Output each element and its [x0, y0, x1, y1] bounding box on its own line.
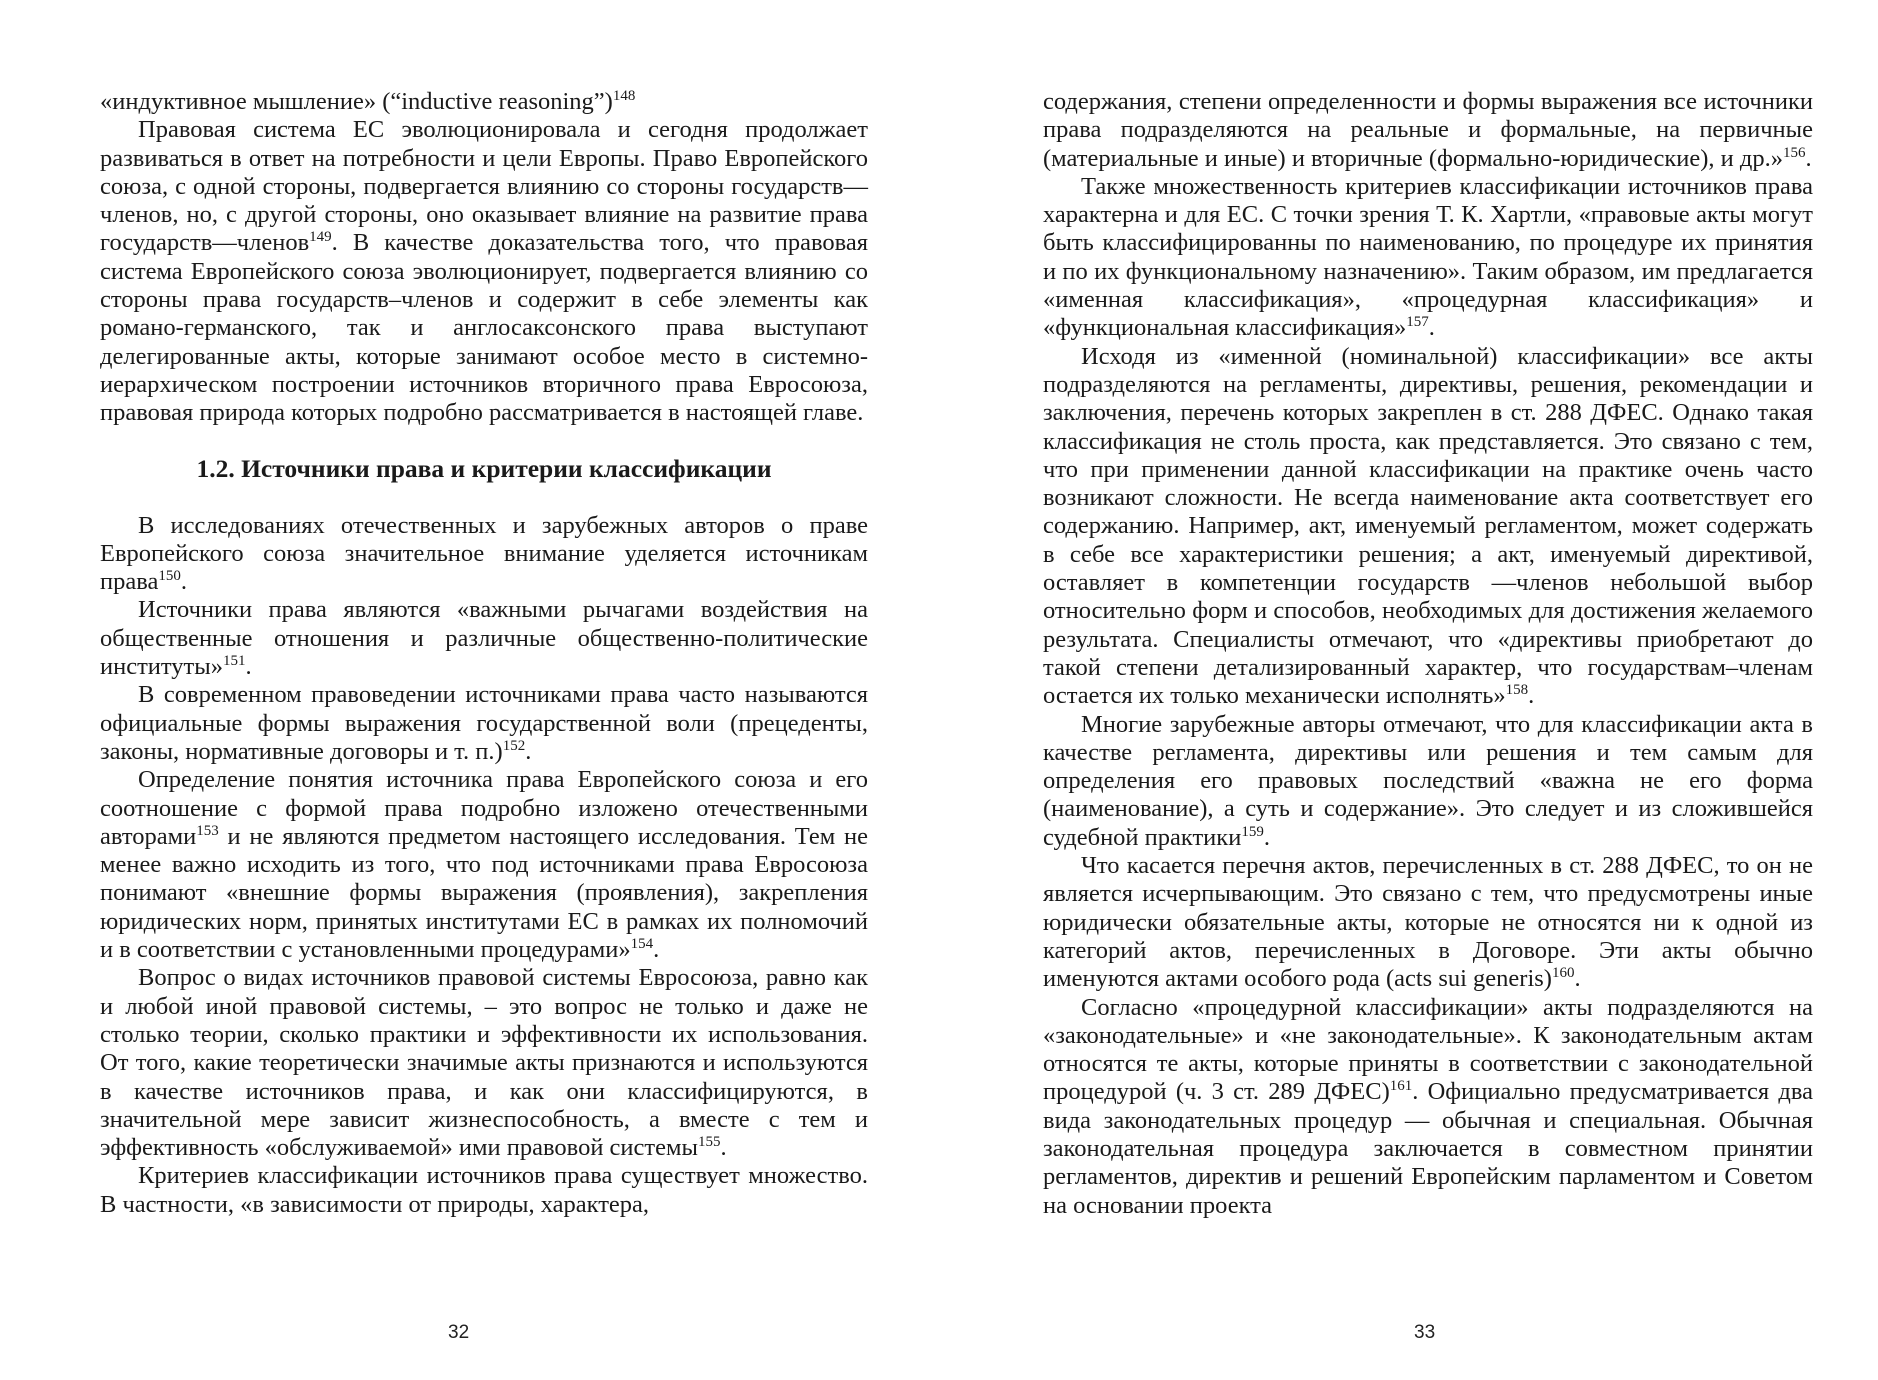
page-number-left: 32 — [448, 1322, 470, 1343]
footnote-ref[interactable]: 158 — [1505, 682, 1529, 699]
footnote-ref[interactable]: 150 — [158, 568, 181, 585]
footnote-ref[interactable]: 148 — [612, 88, 636, 104]
paragraph: В современном правоведении источниками права часто называются официальные формы выражения государственной воли (прецеденты, законы, нормативные договоры и т. п.)$^{152}$. — [100, 681, 868, 765]
paragraph: Исходя из «именной (номинальной) классификации» все акты подразделяются на регламенты, директивы, решения, рекомендации и заключения, перечень которых закреплен в ст. 288 ДФЕС. Однако такая классификация не столь проста, как представляется. Это связано с тем, что при применении данной классификации на практике очень часто возникают сложности. Не всегда наименование акта соответствует его содержанию. Например, акт, именуемый регламентом, может содержать в себе все характеристики решения; а акт, именуемый директивой, оставляет в компетенции государств —членов небольшой выбор относительно форм и способов, необходимых для достижения желаемого результата. Специалисты отмечают, что «директивы приобретают до такой степени детализированный характер, что государствам–членам остается их только механически исполнять»$^{158}$. — [1043, 342, 1813, 710]
section-heading: 1.2. Источники права и критерии классификации — [196, 453, 772, 483]
paragraph: Определение понятия источника права Европейского союза и его соотношение с формой права подробно изложено отечественными авторами$^{153}$ и не являются предметом настоящего исследования. Тем не менее важно исходить из того, что под источниками права Евросоюза понимают «внешние формы выражения (проявления), закрепления юридических норм, принятых институтами ЕС в рамках их полномочий и в соответствии с установленными процедурами»$^{154}$. — [100, 766, 868, 964]
footnote-ref[interactable]: 159 — [1241, 823, 1264, 840]
paragraph: В исследованиях отечественных и зарубежных авторов о праве Европейского союза значительное внимание уделяется источникам права$^{150}$. — [100, 511, 868, 596]
paragraph: Источники права являются «важными рычагами воздействия на общественные отношения и различные общественно-политические институты»$^{151}$. — [100, 596, 868, 681]
page-number-right: 33 — [1414, 1322, 1436, 1343]
footnote-ref[interactable]: 155 — [697, 1134, 721, 1151]
footnote-ref[interactable]: 157 — [1406, 314, 1429, 331]
left-page — [100, 88, 868, 1219]
paragraph: «индуктивное мышление» (“inductive reasoning”)$^{148}$ — [100, 88, 636, 115]
footnote-ref[interactable]: 149 — [309, 229, 332, 246]
paragraph: Согласно «процедурной классификации» акты подразделяются на «законодательные» и «не законодательные». К законодательным актам относятся те акты, которые приняты в соответствии с законодательной процедурой (ч. 3 ст. 289 ДФЕС)$^{161}$. Официально предусматривается два вида законодательных процедур — обычная и специальная. Обычная законодательная процедура заключается в совместном принятии регламентов, директив и решений Европейским парламентом и Советом на основании проекта — [1043, 993, 1813, 1219]
paragraph: содержания, степени определенности и формы выражения все источники права подразделяются на реальные и формальные, на первичные (материальные и иные) и вторичные (формально-юридические), и др.»$^{156}$. — [1043, 88, 1813, 172]
paragraph: Правовая система ЕС эволюционировала и сегодня продолжает развиваться в ответ на потребности и цели Европы. Право Европейского союза, с одной стороны, подвергается влиянию со стороны государств—членов, но, с другой стороны, оно оказывает влияние на развитие права государств—членов$^{149}$. В качестве доказательства того, что правовая система Европейского союза эволюционирует, подвергается влиянию со стороны права государств–членов и содержит в себе элементы как романо-германского, так и англосаксонского права выступают делегированные акты, которые занимают особое место в системно-иерархическом построении источников вторичного права Евросоюза, правовая природа которых подробно рассматривается в настоящей главе. — [100, 116, 868, 427]
right-page — [1043, 88, 1813, 1220]
paragraph: Также множественность критериев классификации источников права характерна и для ЕС. С точки зрения Т. К. Хартли, «правовые акты могут быть классифицированны по наименованию, по процедуре их принятия и по их функциональному назначению». Таким образом, им предлагается «именная классификация», «процедурная классификация» и «функциональная классификация»$^{157}$. — [1043, 172, 1813, 342]
footnote-ref[interactable]: 160 — [1551, 965, 1575, 982]
footnote-ref[interactable]: 152 — [502, 737, 526, 754]
footnote-ref[interactable]: 161 — [1389, 1078, 1413, 1095]
footnote-ref[interactable]: 151 — [222, 653, 246, 670]
footnote-ref[interactable]: 154 — [630, 936, 654, 953]
paragraph: Критериев классификации источников права существует множество. В частности, «в зависимости от природы, характера, — [100, 1162, 868, 1218]
paragraph: Многие зарубежные авторы отмечают, что для классификации акта в качестве регламента, директивы или решения и тем самым для определения его правовых последствий «важна не его форма (наименование), а суть и содержание». Это следует и из сложившейся судебной практики$^{159}$. — [1043, 710, 1813, 851]
footnote-ref[interactable]: 153 — [196, 822, 219, 839]
footnote-ref[interactable]: 156 — [1782, 144, 1806, 161]
paragraph: Вопрос о видах источников правовой системы Евросоюза, равно как и любой иной правовой системы, – это вопрос не только и даже не столько теории, сколько практики и эффективности их использования. От того, какие теоретически значимые акты признаются и используются в качестве источников права, и как они классифицируются, в значительной мере зависит жизнеспособность, а вместе с тем и эффективность «обслуживаемой» ими правовой системы$^{155}$. — [100, 964, 868, 1162]
paragraph: Что касается перечня актов, перечисленных в ст. 288 ДФЕС, то он не является исчерпывающим. Это связано с тем, что предусмотрены иные юридически обязательные акты, которые не относятся ни к одной из категорий актов, перечисленных в Договоре. Эти акты обычно именуются актами особого рода (acts sui generis)$^{160}$. — [1043, 852, 1813, 993]
